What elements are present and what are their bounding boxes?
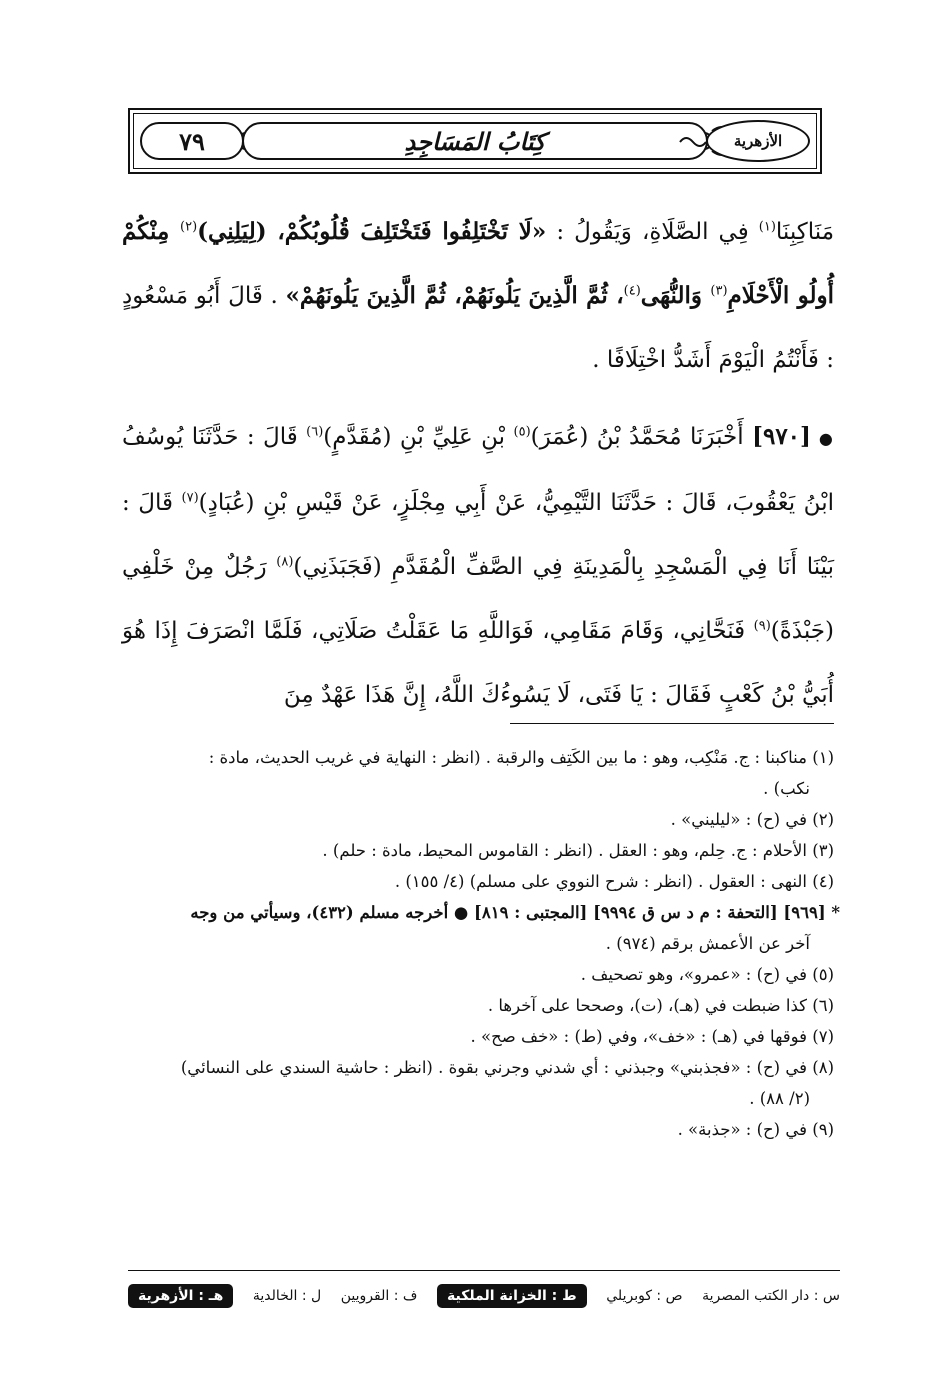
hadith-number: [٩٧٠] [752, 423, 811, 450]
footnote-4: (٤) النهى : العقول . (انظر : شرح النووي على مسلم) (٤/ ١٥٥) . [394, 872, 834, 891]
footnote-9: (٩) في (ح) : «جذبة» . [677, 1120, 834, 1139]
hadith-text: مِنْكُمْ أُولُو الْأَحْلَامِ [122, 218, 834, 309]
footnote-3: (٣) الأحلام : ج. حِلم، وهو : العقل . (انظر : القاموس المحيط، مادة : حلم) . [322, 841, 834, 860]
main-paragraph-1 [122, 200, 834, 392]
key-sin: س : دار الكتب المصرية [702, 1288, 840, 1304]
footnote-ref[interactable]: (٥) [513, 424, 531, 440]
hadith-text: ، ثُمَّ الَّذِينَ يَلُونَهُمْ، ثُمَّ الَّذِينَ يَلُونَهُمْ» [285, 282, 624, 309]
footnotes [122, 742, 840, 1145]
text-span: فَنَحَّانِي، وَقَامَ مَقَامِي، فَوَاللَّهِ مَا عَقَلْتُ صَلَاتِي، فَلَمَّا انْصَرَفَ إِذَا هُوَ أُبَيُّ بْنُ كَعْبٍ فَقَالَ : يَا فَتَى، لَا يَسُوءُكَ اللَّهُ، إِنَّ هَذَا عَهْدٌ مِنَ [122, 618, 834, 708]
footnote-ref[interactable]: (٧) [181, 490, 199, 506]
footnote-ref[interactable]: (١) [758, 219, 776, 235]
key-sad: ص : كوبريلي [606, 1288, 683, 1304]
footnote-2: (٢) في (ح) : «ليليني» . [670, 810, 834, 829]
flourish-icon [678, 133, 708, 151]
page-header [128, 108, 822, 174]
hadith-text: وَالنُّهَى [640, 282, 711, 309]
main-paragraph-2 [122, 405, 834, 727]
footnote-7: (٧) فوقها في (هـ) : «خف»، وفي (ط) : «خف صح» . [470, 1027, 834, 1046]
takhrij-note-cont: آخر عن الأعمش برقم (٩٧٤) . [605, 934, 810, 953]
footnote-ref[interactable]: (٣) [710, 283, 728, 299]
chapter-title-frame [242, 122, 708, 160]
chapter-title: كِتَابُ المَسَاجِدِ [404, 126, 546, 156]
text-span: قَالَ : حَدَّثَنَا يُوسُفُ ابْنُ يَعْقُوبَ، قَالَ : حَدَّثَنَا التَّيْمِيُّ، عَنْ أَبِي مِجْلَزٍ، عَنْ قَيْسِ بْنِ (عُبَادٍ) [122, 424, 834, 516]
footnote-5: (٥) في (ح) : «عمرو»، وهو تصحيف . [580, 965, 834, 984]
manuscript-emblem [706, 120, 810, 162]
text-span: رَجُلٌ مِنْ خَلْفِي (جَبْذَةً) [122, 554, 834, 644]
footnote-8: (٨) في (ح) : «فجذبني» وجبذني : أي شدني وجرني بقوة . (انظر : حاشية السندي على النسائي) [180, 1058, 834, 1077]
footnote-1-cont: نكب) . [763, 779, 810, 798]
text-span: . قَالَ أَبُو مَسْعُودٍ : فَأَنْتُمُ الْيَوْمَ أَشَدُّ اخْتِلَافًا . [122, 283, 834, 373]
footer-divider [128, 1270, 840, 1271]
footnote-ref[interactable]: (٦) [306, 424, 324, 440]
footnote-divider [510, 723, 834, 724]
footnote-ref[interactable]: (٤) [623, 283, 641, 299]
footnote-1: (١) مناكبنا : ج. مَنْكِب، وهو : ما بين الكَتِف والرقبة . (انظر : النهاية في غريب الحديث، مادة : [208, 748, 834, 767]
key-ta-badge: ط : الخزانة الملكية [437, 1284, 587, 1308]
key-lam: ل : الخالدية [252, 1288, 322, 1304]
takhrij-note: * [٩٦٩] [التحفة : م د س ق ٩٩٩٤] [المجتبى : ٨١٩] ● أخرجه مسلم (٤٣٢)، وسيأتي من وجه [190, 903, 840, 922]
page-number-text: ٧٩ [179, 126, 205, 156]
text-span: أَخْبَرَنَا مُحَمَّدُ بْنُ (عُمَرَ) [530, 424, 753, 450]
footnote-8-cont: (٢/ ٨٨) . [749, 1089, 810, 1108]
emblem-text: الأزهرية [733, 132, 783, 150]
footnote-ref[interactable]: (٨) [276, 554, 294, 570]
page-number [140, 122, 244, 160]
hadith-text: «لَا تَخْتَلِفُوا فَتَخْتَلِفَ قُلُوبُكُمْ، (لِيَلِنِي) [197, 218, 547, 245]
text-span: بْنِ عَلِيِّ بْنِ (مُقَدَّمٍ) [323, 424, 514, 450]
text-span: مَنَاكِبِنَا [775, 219, 835, 245]
text-span: قَالَ : بَيْنَا أَنَا فِي الْمَسْجِدِ بِالْمَدِينَةِ فِي الصَّفِّ الْمُقَدَّمِ (فَجَبَذَنِي) [122, 490, 834, 580]
footnote-ref[interactable]: (٩) [753, 618, 771, 634]
text-span: فِي الصَّلَاةِ، وَيَقُولُ : [546, 219, 759, 245]
bullet-icon: ● [818, 429, 834, 448]
key-ha-badge: هـ : الأزهرية [128, 1284, 233, 1308]
footnote-ref[interactable]: (٢) [180, 219, 198, 235]
footnote-6: (٦) كذا ضبطت في (هـ)، (ت)، وصححا على آخرها . [487, 996, 834, 1015]
manuscript-key [128, 1280, 840, 1312]
key-fa: ف : القرويين [340, 1288, 418, 1304]
